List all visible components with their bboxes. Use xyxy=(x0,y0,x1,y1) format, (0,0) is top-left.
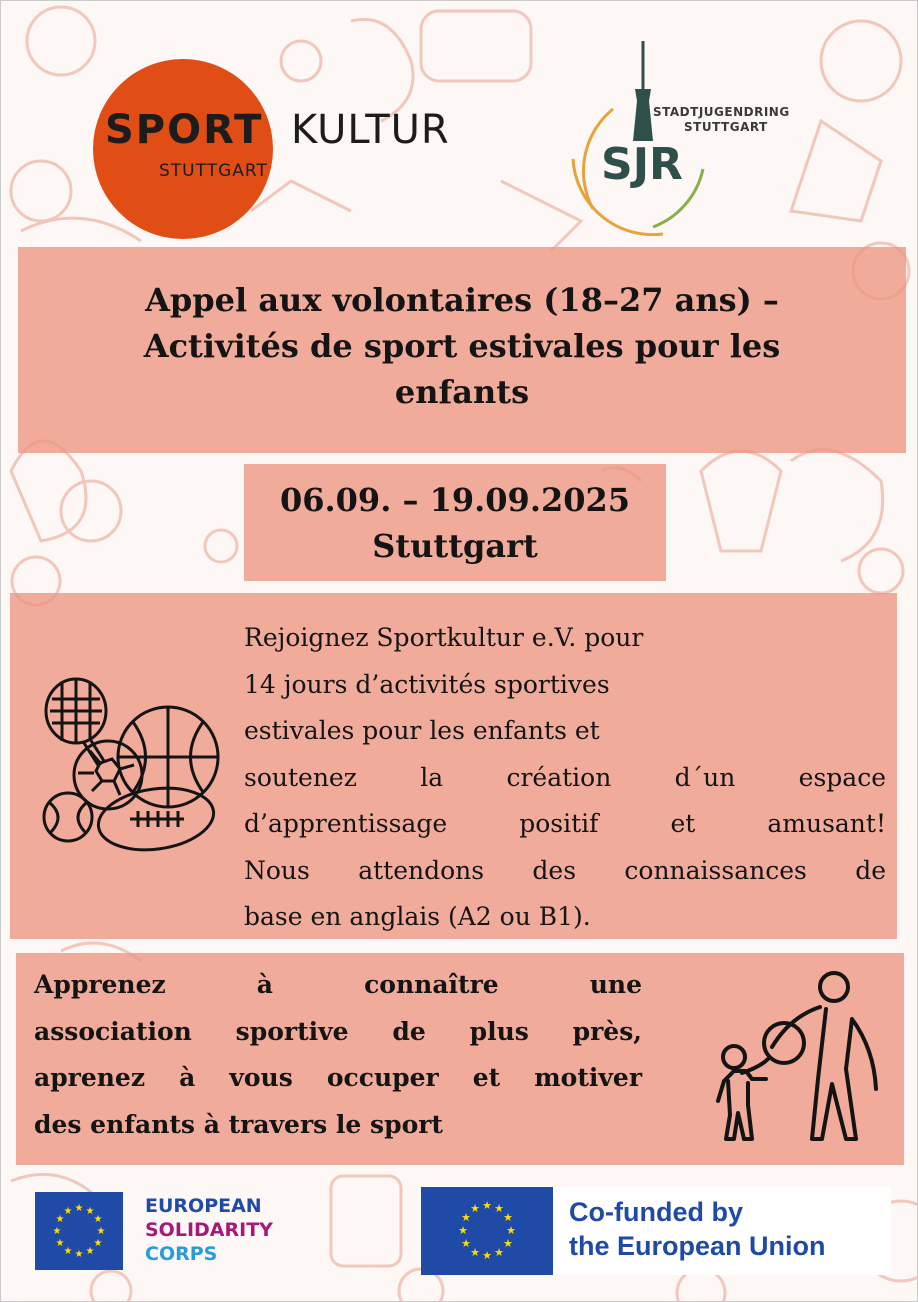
sjr-logo-line1: STADTJUGENDRING xyxy=(653,105,790,119)
svg-text:★: ★ xyxy=(55,1214,65,1225)
svg-text:★: ★ xyxy=(494,1246,504,1259)
svg-text:★: ★ xyxy=(85,1206,95,1217)
info-line-5: d’apprentissage positif et amusant! xyxy=(244,809,886,838)
svg-text:★: ★ xyxy=(503,1237,513,1250)
svg-text:★: ★ xyxy=(461,1237,471,1250)
cofunded-line-1: Co-funded by xyxy=(569,1197,743,1227)
svg-text:★: ★ xyxy=(55,1238,65,1249)
info-line-2: 14 jours d’activités sportives xyxy=(244,669,610,699)
svg-text:★: ★ xyxy=(482,1249,492,1262)
cofunded-text xyxy=(569,1195,826,1263)
esc-logo-text xyxy=(145,1194,273,1266)
learn-line-1: Apprenez à connaître une xyxy=(34,970,642,999)
title-line-3: enfants xyxy=(394,373,530,411)
eu-flag-icon xyxy=(35,1192,123,1270)
svg-text:★: ★ xyxy=(63,1246,73,1257)
learn-line-3: aprenez à vous occuper et motiver xyxy=(34,1063,642,1092)
info-line-7: base en anglais (A2 ou B1). xyxy=(244,902,591,931)
svg-text:★: ★ xyxy=(506,1224,516,1237)
date-band xyxy=(244,464,666,581)
info-text xyxy=(244,615,886,941)
european-solidarity-corps-logo xyxy=(35,1192,335,1270)
sjr-logo xyxy=(553,39,823,239)
esc-line-2: SOLIDARITY xyxy=(145,1219,273,1241)
sportkultur-logo-city: STUTTGART xyxy=(159,161,268,181)
eu-flag-icon xyxy=(421,1187,553,1275)
svg-text:★: ★ xyxy=(470,1246,480,1259)
learn-line-4: des enfants à travers le sport xyxy=(34,1109,443,1139)
cofunded-eu-logo xyxy=(421,1187,891,1275)
svg-text:★: ★ xyxy=(85,1246,95,1257)
sjr-logo-mark: SJR xyxy=(601,139,683,190)
title-line-2: Activités de sport estivales pour les xyxy=(143,327,781,365)
learn-band xyxy=(16,953,904,1165)
svg-text:★: ★ xyxy=(461,1211,471,1224)
svg-text:★: ★ xyxy=(93,1214,103,1225)
page-title xyxy=(18,277,906,415)
info-band xyxy=(10,593,897,939)
learn-text xyxy=(34,962,642,1148)
title-line-1: Appel aux volontaires (18–27 ans) – xyxy=(145,281,779,319)
learn-line-2: association sportive de plus près, xyxy=(34,1016,642,1046)
sportkultur-logo-kultur: KULTUR xyxy=(291,107,450,153)
info-line-6: Nous attendons des connaissances de xyxy=(244,855,886,885)
svg-text:★: ★ xyxy=(63,1206,73,1217)
eu-stars xyxy=(421,1187,553,1275)
svg-text:★: ★ xyxy=(494,1202,504,1215)
esc-line-3: CORPS xyxy=(145,1243,218,1265)
info-line-1: Rejoignez Sportkultur e.V. pour xyxy=(244,623,644,652)
sjr-logo-line2: STUTTGART xyxy=(684,120,768,134)
esc-line-1: EUROPEAN xyxy=(145,1195,262,1217)
sportkultur-logo-sport: SPORT xyxy=(105,107,264,153)
svg-text:★: ★ xyxy=(470,1202,480,1215)
svg-text:★: ★ xyxy=(503,1211,513,1224)
svg-text:★: ★ xyxy=(458,1224,468,1237)
svg-text:★: ★ xyxy=(96,1226,106,1237)
adult-child-ball-icon xyxy=(694,969,894,1154)
title-band xyxy=(18,247,906,453)
event-dates: 06.09. – 19.09.2025 xyxy=(279,481,631,519)
sportkultur-logo xyxy=(93,59,473,239)
sports-balls-icon xyxy=(38,677,228,857)
svg-text:★: ★ xyxy=(482,1199,492,1212)
svg-text:★: ★ xyxy=(93,1238,103,1249)
svg-text:★: ★ xyxy=(74,1203,84,1214)
svg-text:★: ★ xyxy=(74,1249,84,1260)
eu-stars xyxy=(35,1192,123,1270)
svg-text:★: ★ xyxy=(52,1226,62,1237)
info-line-3: estivales pour les enfants et xyxy=(244,716,600,745)
event-city: Stuttgart xyxy=(372,527,538,565)
cofunded-line-2: the European Union xyxy=(569,1231,826,1261)
info-line-4: soutenez la création d´un espace xyxy=(244,762,886,792)
